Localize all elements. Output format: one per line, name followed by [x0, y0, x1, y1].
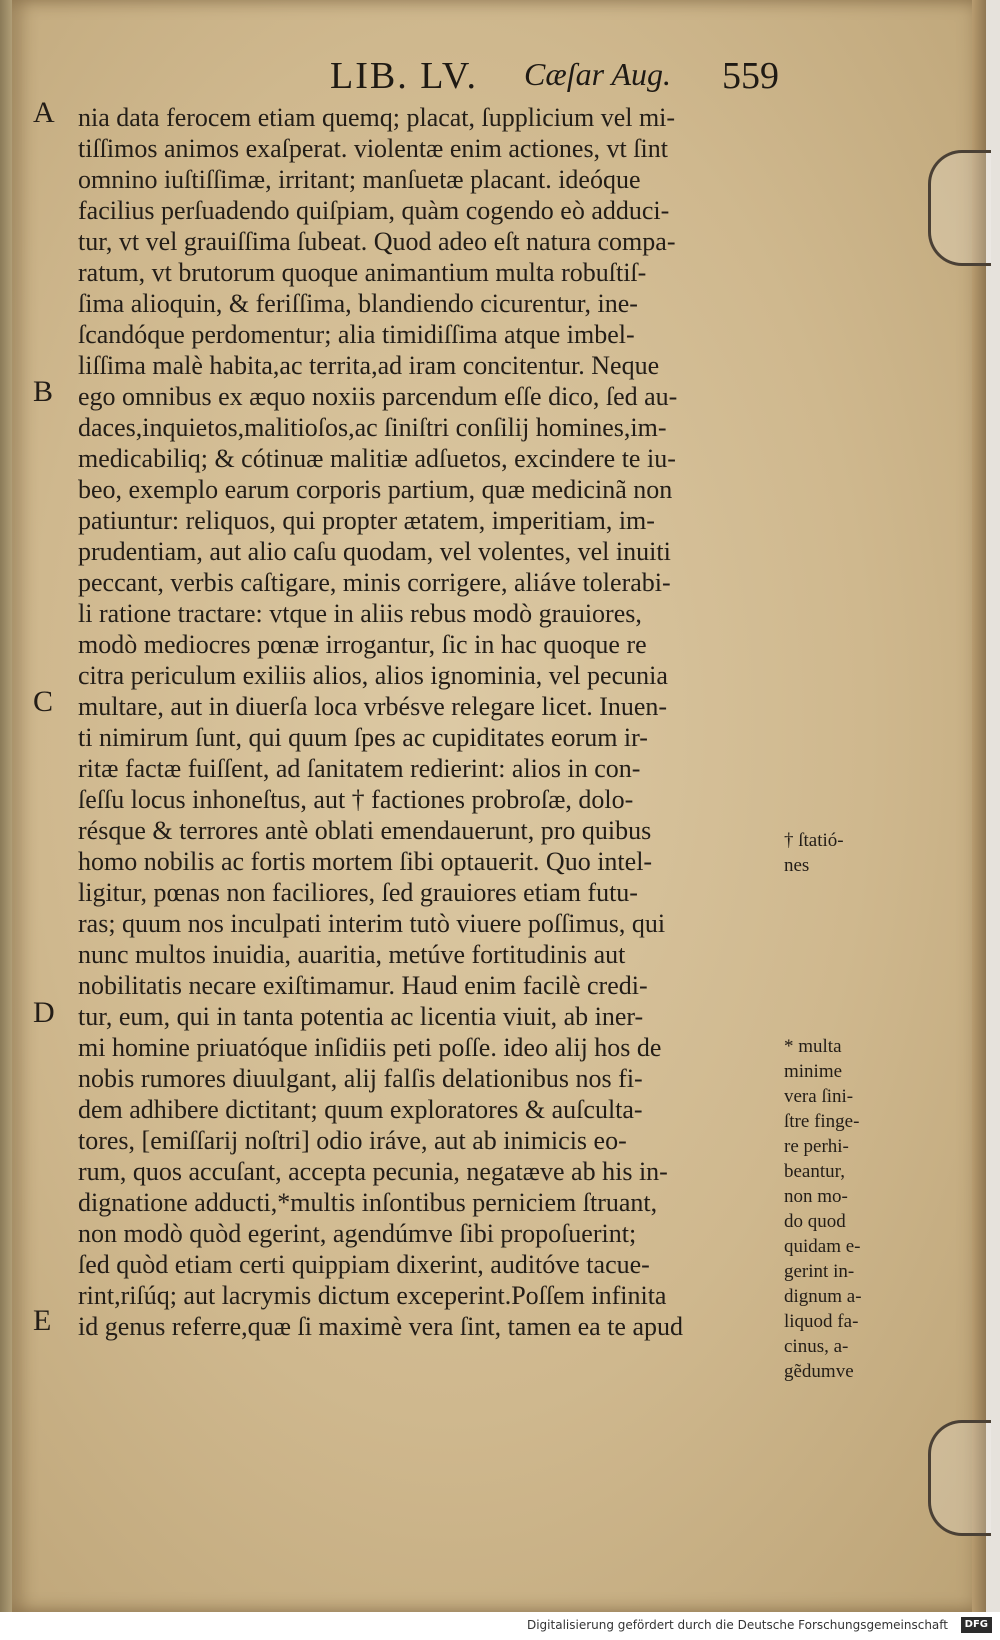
margin-note-multa	[784, 1034, 884, 1384]
text-line: prudentiam, aut alio caſu quodam, vel volentes, vel inuiti	[78, 537, 671, 566]
text-line: ratum, vt brutorum quoque animantium multa robuſtiſ-	[78, 258, 647, 287]
text-line: résque & terrores antè oblati emendauerunt, pro quibus	[78, 816, 652, 845]
text-line: ras; quum nos inculpati interim tutò viuere poſſimus, qui	[78, 909, 666, 938]
text-line: rum, quos accuſant, accepta pecunia, negatæve ab his in-	[78, 1157, 668, 1186]
book-clasp-top	[928, 150, 991, 266]
text-line: dignatione adducti,*multis inſontibus perniciem ſtruant,	[78, 1188, 658, 1217]
text-line: nia data ferocem etiam quemq; placat, ſupplicium vel mi-	[78, 103, 676, 132]
page-number: 559	[722, 55, 779, 97]
text-line: rint,riſúq; aut lacrymis dictum exceperint.Poſſem infinita	[78, 1281, 667, 1310]
body-text	[78, 102, 778, 1342]
text-line: daces,inquietos,malitioſos,ac ſiniſtri conſilij homines,im-	[78, 413, 667, 442]
margin-note-line: gerint in-	[784, 1261, 855, 1282]
text-line: peccant, verbis caſtigare, minis corrigere, aliáve tolerabi-	[78, 568, 671, 597]
text-line: li ratione tractare: vtque in aliis rebus modò grauiores,	[78, 599, 642, 628]
text-line: ſed quòd etiam certi quippiam dixerint, auditóve tacue-	[78, 1250, 650, 1279]
footer-bar	[0, 1612, 1000, 1640]
dfg-logo: DFG	[961, 1617, 992, 1633]
margin-note-line: nes	[784, 855, 810, 876]
text-line: patiuntur: reliquos, qui propter ætatem, imperitiam, im-	[78, 506, 655, 535]
text-line: medicabiliq; & cótinuæ malitiæ adſuetos, excindere te iu-	[78, 444, 676, 473]
text-line: ligitur, pœnas non faciliores, ſed grauiores etiam futu-	[78, 878, 638, 907]
text-line: tur, eum, qui in tanta potentia ac licentia viuit, ab iner-	[78, 1002, 644, 1031]
text-line: nobilitatis necare exiſtimamur. Haud enim facilè credi-	[78, 971, 648, 1000]
digitization-credit: Digitalisierung gefördert durch die Deutsche Forschungsgemeinschaft	[526, 1618, 948, 1632]
text-line: nunc multos inuidia, auaritia, metúve fortitudinis aut	[78, 940, 626, 969]
margin-note-line: † ſtatió-	[784, 830, 844, 851]
margin-note-line: * multa	[784, 1036, 842, 1057]
text-line: liſſima malè habita,ac territa,ad iram concitentur. Neque	[78, 351, 660, 380]
book-number: LIB. LV.	[330, 55, 478, 97]
text-line: ſima alioquin, & feriſſima, blandiendo cicurentur, ine-	[78, 289, 638, 318]
book-clasp-bottom	[928, 1420, 991, 1536]
text-line: tores, [emiſſarij noſtri] odio iráve, aut ab inimicis eo-	[78, 1126, 627, 1155]
section-letter-b: B	[33, 375, 54, 408]
margin-note-line: gẽdumve	[784, 1361, 854, 1382]
margin-note-line: do quod	[784, 1211, 846, 1232]
text-line: ſcandóque perdomentur; alia timidiſſima atque imbel-	[78, 320, 635, 349]
margin-note-line: vera ſini-	[784, 1086, 854, 1107]
running-head	[330, 54, 800, 102]
text-line: nobis rumores diuulgant, alij falſis delationibus nos fi-	[78, 1064, 643, 1093]
text-line: beo, exemplo earum corporis partium, quæ medicinã non	[78, 475, 673, 504]
text-line: modò mediocres pœnæ irrogantur, ſic in hac quoque re	[78, 630, 647, 659]
text-line: multare, aut in diuerſa loca vrbésve relegare licet. Inuen-	[78, 692, 668, 721]
section-letter-d: D	[33, 996, 55, 1029]
margin-note-line: minime	[784, 1061, 843, 1082]
text-line: facilius perſuadendo quiſpiam, quàm cogendo eò adduci-	[78, 196, 670, 225]
text-line: mi homine priuatóque inſidiis peti poſſe. ideo alij hos de	[78, 1033, 662, 1062]
text-line: ti nimirum ſunt, qui quum ſpes ac cupiditates eorum ir-	[78, 723, 648, 752]
margin-note-line: ſtre finge-	[784, 1111, 860, 1132]
running-head-subject: Cæſar Aug.	[524, 56, 671, 92]
text-line: id genus referre,quæ ſi maximè vera ſint, tamen ea te apud	[78, 1312, 683, 1341]
margin-note-line: quidam e-	[784, 1236, 861, 1257]
text-line: homo nobilis ac fortis mortem ſibi optauerit. Quo intel-	[78, 847, 653, 876]
text-line: ego omnibus ex æquo noxiis parcendum eſſe dico, ſed au-	[78, 382, 678, 411]
section-letter-c: C	[33, 685, 54, 718]
margin-note-line: liquod fa-	[784, 1311, 859, 1332]
text-line: tiſſimos animos exaſperat. violentæ enim actiones, vt ſint	[78, 134, 668, 163]
section-letter-a: A	[33, 96, 55, 129]
margin-note-line: non mo-	[784, 1186, 848, 1207]
text-line: non modò quòd egerint, agendúmve ſibi propoſuerint;	[78, 1219, 637, 1248]
margin-note-line: beantur,	[784, 1161, 845, 1182]
text-line: omnino iuſtiſſimæ, irritant; manſuetæ placant. ideóque	[78, 165, 641, 194]
text-line: ſeſſu locus inhoneſtus, aut † factiones probroſæ, dolo-	[78, 785, 634, 814]
text-line: tur, vt vel grauiſſima ſubeat. Quod adeo eſt natura compa-	[78, 227, 676, 256]
section-letter-e: E	[33, 1304, 52, 1337]
margin-note-line: re perhi-	[784, 1136, 849, 1157]
margin-note-line: dignum a-	[784, 1286, 862, 1307]
text-line: ritæ factæ fuiſſent, ad ſanitatem redierint: alios in con-	[78, 754, 641, 783]
text-line: dem adhibere dictitant; quum exploratores & auſculta-	[78, 1095, 643, 1124]
text-line: citra periculum exiliis alios, alios ignominia, vel pecunia	[78, 661, 668, 690]
margin-note-line: cinus, a-	[784, 1336, 849, 1357]
margin-note-stationes	[784, 828, 884, 878]
